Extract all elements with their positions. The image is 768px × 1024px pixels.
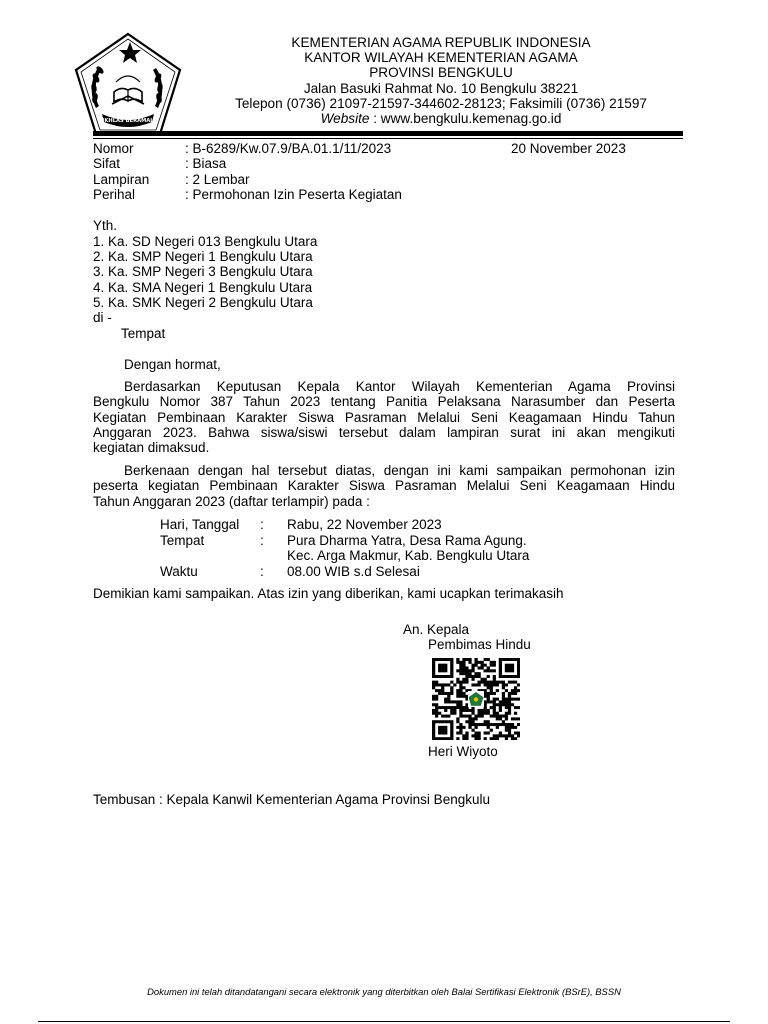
signature-name: Heri Wiyoto <box>428 744 498 759</box>
recipient-tempat: Tempat <box>121 326 166 341</box>
header-rule-thin <box>93 138 683 139</box>
lampiran-label: Lampiran <box>93 172 150 187</box>
paragraph-1-line: kegiatan dimaksud. <box>93 440 210 456</box>
paragraph-2-line: Berkenaan dengan hal tersebut diatas, dengan ini kami sampaikan permohonan izin <box>124 463 675 478</box>
hari-value: Rabu, 22 November 2023 <box>287 517 442 532</box>
salutation: Dengan hormat, <box>124 357 221 372</box>
paragraph-1-line: Anggaran 2023. Bahwa siswa/siswi tersebut dalam lampiran surat ini akan mengikuti <box>93 424 675 440</box>
paragraph-2-line: peserta kegiatan Pembinaan Karakter Siswa Pasraman Melalui Seni Keagamaan Hindu <box>93 478 675 494</box>
ministry-logo <box>72 30 184 140</box>
closing-text: Demikian kami sampaikan. Atas izin yang diberikan, kami ucapkan terimakasih <box>93 586 564 601</box>
waktu-value: 08.00 WIB s.d Selesai <box>287 564 420 579</box>
signature-on-behalf: An. Kepala <box>403 622 470 637</box>
sifat-value: : Biasa <box>185 156 227 171</box>
letterhead-line-2: KANTOR WILAYAH KEMENTERIAN AGAMA <box>304 50 578 65</box>
perihal-value: : Permohonan Izin Peserta Kegiatan <box>185 187 402 202</box>
svg-text:IKHLAS BERAMAL: IKHLAS BERAMAL <box>102 118 154 124</box>
nomor-value: : B-6289/Kw.07.9/BA.01.1/11/2023 <box>185 141 392 156</box>
tempat-colon: : <box>260 533 264 548</box>
hari-label: Hari, Tanggal <box>160 517 240 532</box>
tembusan: Tembusan : Kepala Kanwil Kementerian Agama Provinsi Bengkulu <box>93 792 490 807</box>
recipient-item: 3. Ka. SMP Negeri 3 Bengkulu Utara <box>93 264 313 279</box>
letterhead-line-3: PROVINSI BENGKULU <box>369 65 513 80</box>
tempat-value-1: Pura Dharma Yatra, Desa Rama Agung. <box>287 533 527 548</box>
tempat-label: Tempat <box>160 533 205 548</box>
website-label: Website <box>320 111 370 126</box>
qr-code <box>432 658 520 740</box>
hari-colon: : <box>260 517 264 532</box>
perihal-label: Perihal <box>93 187 136 202</box>
recipient-item: 1. Ka. SD Negeri 013 Bengkulu Utara <box>93 234 318 249</box>
sifat-label: Sifat <box>93 156 121 171</box>
letterhead-line-1: KEMENTERIAN AGAMA REPUBLIK INDONESIA <box>291 35 591 50</box>
recipient-item: 2. Ka. SMP Negeri 1 Bengkulu Utara <box>93 249 313 264</box>
paragraph-1-line: Bengkulu Nomor 387 Tahun 2023 tentang Panitia Pelaksana Narasumber dan Peserta <box>93 394 675 410</box>
recipient-item: 4. Ka. SMA Negeri 1 Bengkulu Utara <box>93 280 313 295</box>
signature-title: Pembimas Hindu <box>428 637 531 652</box>
letter-date: 20 November 2023 <box>511 141 626 156</box>
letterhead-address: Jalan Basuki Rahmat No. 10 Bengkulu 38221 <box>303 81 579 96</box>
header-rule-thick <box>93 131 683 136</box>
paragraph-1-line: Berdasarkan Keputusan Kepala Kantor Wilayah Kementerian Agama Provinsi <box>124 379 675 394</box>
nomor-label: Nomor <box>93 141 134 156</box>
paragraph-2-line: Tahun Anggaran 2023 (daftar terlampir) pada : <box>93 493 370 509</box>
letterhead-website <box>186 111 696 126</box>
e-signature-footer: Dokumen ini telah ditandatangani secara elektronik yang diterbitkan oleh Balai Sertifikasi Elektronik (BSrE), BSSN <box>147 986 621 997</box>
yth: Yth. <box>93 218 118 233</box>
paragraph-1-line: Kegiatan Pembinaan Karakter Siswa Pasraman Melalui Seni Keagamaan Hindu Tahun <box>93 409 675 425</box>
paragraph-1 <box>93 379 675 455</box>
waktu-colon: : <box>260 564 264 579</box>
recipient-di: di - <box>93 310 112 325</box>
recipient-item: 5. Ka. SMK Negeri 2 Bengkulu Utara <box>93 295 313 310</box>
website-url: : www.bengkulu.kemenag.go.id <box>369 111 562 126</box>
lampiran-value: : 2 Lembar <box>185 172 250 187</box>
footer-line <box>38 1021 730 1022</box>
tempat-value-2: Kec. Arga Makmur, Kab. Bengkulu Utara <box>287 548 530 563</box>
letterhead-phone: Telepon (0736) 21097-21597-344602-28123; Faksimili (0736) 21597 <box>235 96 647 111</box>
waktu-label: Waktu <box>160 564 198 579</box>
paragraph-2 <box>93 463 675 509</box>
